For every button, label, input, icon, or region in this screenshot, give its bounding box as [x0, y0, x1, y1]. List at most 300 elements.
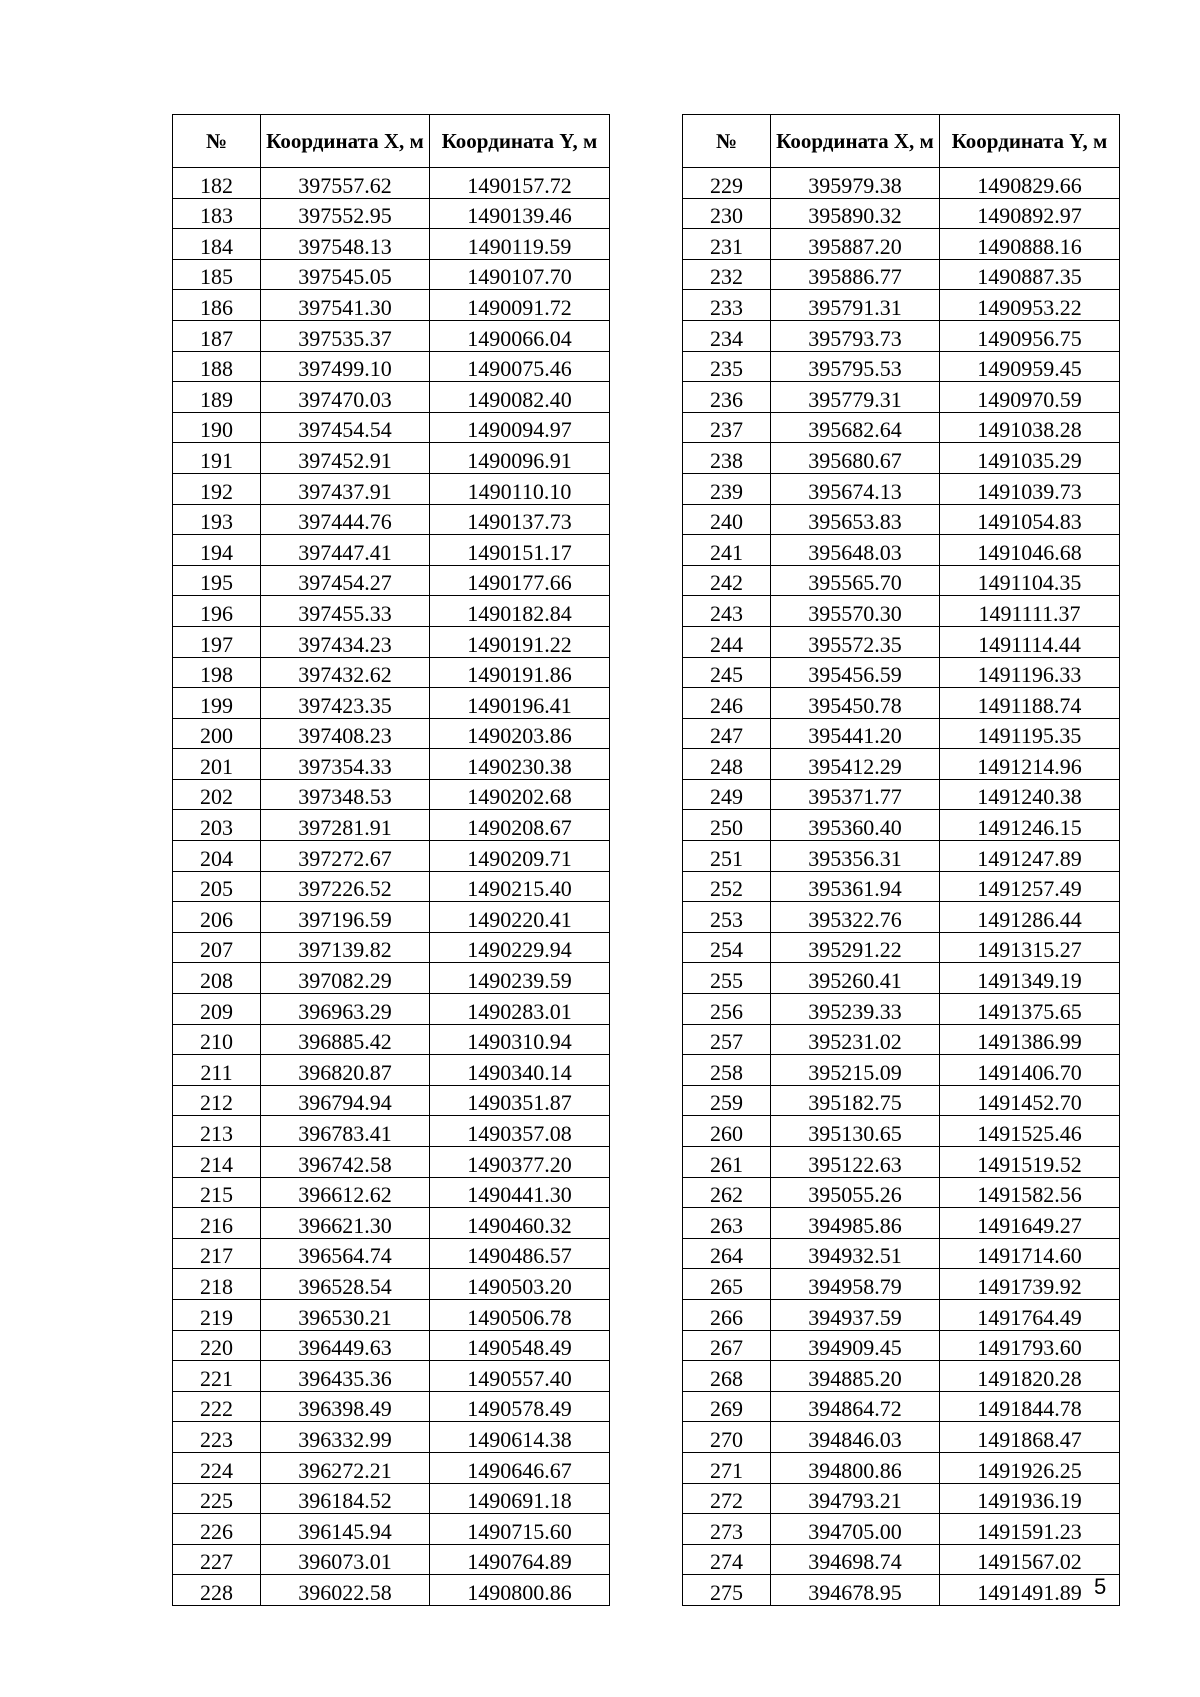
- table-row: [683, 902, 1120, 933]
- table-row: [683, 168, 1120, 199]
- table-row: [173, 1116, 610, 1147]
- cell-coordinate-y: 1491246.15: [940, 810, 1120, 841]
- cell-number: 191: [173, 443, 261, 474]
- cell-coordinate-x: 397499.10: [261, 351, 430, 382]
- cell-number: 206: [173, 902, 261, 933]
- table-body: [683, 168, 1120, 1606]
- cell-number: 199: [173, 688, 261, 719]
- cell-number: 247: [683, 718, 771, 749]
- cell-coordinate-y: 1490764.89: [430, 1544, 610, 1575]
- cell-coordinate-y: 1490829.66: [940, 168, 1120, 199]
- cell-coordinate-x: 396022.58: [261, 1575, 430, 1606]
- table-row: [683, 779, 1120, 810]
- cell-coordinate-y: 1491039.73: [940, 473, 1120, 504]
- table-row: [683, 749, 1120, 780]
- table-row: [173, 443, 610, 474]
- cell-coordinate-y: 1491739.92: [940, 1269, 1120, 1300]
- cell-coordinate-y: 1490075.46: [430, 351, 610, 382]
- cell-coordinate-y: 1491195.35: [940, 718, 1120, 749]
- cell-coordinate-x: 395979.38: [771, 168, 940, 199]
- cell-coordinate-y: 1490351.87: [430, 1085, 610, 1116]
- cell-coordinate-y: 1490691.18: [430, 1483, 610, 1514]
- table-row: [173, 473, 610, 504]
- cell-coordinate-y: 1491567.02: [940, 1544, 1120, 1575]
- cell-coordinate-x: 397444.76: [261, 504, 430, 535]
- cell-coordinate-x: 396742.58: [261, 1147, 430, 1178]
- cell-coordinate-y: 1490196.41: [430, 688, 610, 719]
- cell-number: 253: [683, 902, 771, 933]
- cell-coordinate-x: 397535.37: [261, 320, 430, 351]
- cell-coordinate-y: 1490107.70: [430, 259, 610, 290]
- cell-coordinate-x: 394846.03: [771, 1422, 940, 1453]
- cell-number: 218: [173, 1269, 261, 1300]
- page-number: 5: [1094, 1574, 1107, 1599]
- cell-coordinate-y: 1491936.19: [940, 1483, 1120, 1514]
- cell-number: 242: [683, 565, 771, 596]
- table-row: [173, 1575, 610, 1606]
- cell-coordinate-x: 394985.86: [771, 1208, 940, 1239]
- cell-coordinate-y: 1490614.38: [430, 1422, 610, 1453]
- table-row: [173, 1085, 610, 1116]
- cell-coordinate-x: 394937.59: [771, 1299, 940, 1330]
- cell-coordinate-y: 1491519.52: [940, 1147, 1120, 1178]
- cell-coordinate-y: 1491926.25: [940, 1452, 1120, 1483]
- cell-coordinate-y: 1491491.89: [940, 1575, 1120, 1606]
- table-row: [173, 1024, 610, 1055]
- table-row: [683, 1361, 1120, 1392]
- cell-coordinate-y: 1490460.32: [430, 1208, 610, 1239]
- cell-coordinate-x: 395055.26: [771, 1177, 940, 1208]
- table-row: [173, 535, 610, 566]
- cell-coordinate-x: 395371.77: [771, 779, 940, 810]
- cell-coordinate-x: 396612.62: [261, 1177, 430, 1208]
- cell-coordinate-y: 1490208.67: [430, 810, 610, 841]
- cell-coordinate-y: 1490578.49: [430, 1391, 610, 1422]
- table-row: [173, 565, 610, 596]
- cell-coordinate-x: 395886.77: [771, 259, 940, 290]
- cell-coordinate-y: 1491214.96: [940, 749, 1120, 780]
- cell-coordinate-y: 1490220.41: [430, 902, 610, 933]
- cell-coordinate-x: 396332.99: [261, 1422, 430, 1453]
- cell-number: 211: [173, 1055, 261, 1086]
- cell-coordinate-y: 1491714.60: [940, 1238, 1120, 1269]
- cell-number: 200: [173, 718, 261, 749]
- cell-coordinate-y: 1490157.72: [430, 168, 610, 199]
- cell-coordinate-y: 1490229.94: [430, 932, 610, 963]
- cell-coordinate-x: 394932.51: [771, 1238, 940, 1269]
- cell-coordinate-y: 1490203.86: [430, 718, 610, 749]
- header-coordinate-y: Координата Y, м: [430, 115, 610, 168]
- cell-coordinate-x: 395456.59: [771, 657, 940, 688]
- table-header-row: [173, 115, 610, 168]
- cell-coordinate-x: 394800.86: [771, 1452, 940, 1483]
- cell-number: 193: [173, 504, 261, 535]
- cell-number: 250: [683, 810, 771, 841]
- table-row: [683, 1575, 1120, 1606]
- cell-number: 234: [683, 320, 771, 351]
- cell-number: 186: [173, 290, 261, 321]
- cell-coordinate-y: 1490888.16: [940, 229, 1120, 260]
- table-row: [683, 841, 1120, 872]
- cell-number: 196: [173, 596, 261, 627]
- cell-coordinate-y: 1491793.60: [940, 1330, 1120, 1361]
- cell-coordinate-y: 1491111.37: [940, 596, 1120, 627]
- cell-coordinate-y: 1490959.45: [940, 351, 1120, 382]
- table-row: [683, 443, 1120, 474]
- cell-coordinate-y: 1490956.75: [940, 320, 1120, 351]
- cell-coordinate-x: 396073.01: [261, 1544, 430, 1575]
- cell-coordinate-x: 395291.22: [771, 932, 940, 963]
- table-row: [173, 168, 610, 199]
- table-row: [683, 504, 1120, 535]
- cell-coordinate-y: 1491196.33: [940, 657, 1120, 688]
- cell-number: 201: [173, 749, 261, 780]
- table-row: [683, 320, 1120, 351]
- cell-coordinate-y: 1491868.47: [940, 1422, 1120, 1453]
- cell-coordinate-y: 1490151.17: [430, 535, 610, 566]
- cell-number: 259: [683, 1085, 771, 1116]
- table-row: [173, 810, 610, 841]
- table-row: [173, 779, 610, 810]
- cell-number: 194: [173, 535, 261, 566]
- cell-coordinate-y: 1490096.91: [430, 443, 610, 474]
- cell-coordinate-x: 395682.64: [771, 412, 940, 443]
- cell-coordinate-x: 394705.00: [771, 1514, 940, 1545]
- cell-number: 257: [683, 1024, 771, 1055]
- cell-coordinate-y: 1491386.99: [940, 1024, 1120, 1055]
- cell-number: 213: [173, 1116, 261, 1147]
- cell-number: 190: [173, 412, 261, 443]
- cell-coordinate-x: 395360.40: [771, 810, 940, 841]
- cell-number: 263: [683, 1208, 771, 1239]
- cell-number: 222: [173, 1391, 261, 1422]
- table-row: [683, 535, 1120, 566]
- cell-number: 248: [683, 749, 771, 780]
- cell-coordinate-y: 1490139.46: [430, 198, 610, 229]
- table-row: [173, 412, 610, 443]
- cell-number: 273: [683, 1514, 771, 1545]
- cell-coordinate-x: 395215.09: [771, 1055, 940, 1086]
- cell-coordinate-y: 1490191.22: [430, 626, 610, 657]
- cell-number: 237: [683, 412, 771, 443]
- cell-coordinate-y: 1491315.27: [940, 932, 1120, 963]
- cell-coordinate-x: 396528.54: [261, 1269, 430, 1300]
- cell-coordinate-y: 1490377.20: [430, 1147, 610, 1178]
- cell-coordinate-y: 1490209.71: [430, 841, 610, 872]
- cell-coordinate-y: 1490082.40: [430, 382, 610, 413]
- cell-number: 254: [683, 932, 771, 963]
- cell-number: 185: [173, 259, 261, 290]
- cell-coordinate-x: 395322.76: [771, 902, 940, 933]
- cell-coordinate-y: 1490503.20: [430, 1269, 610, 1300]
- cell-number: 183: [173, 198, 261, 229]
- cell-coordinate-y: 1491286.44: [940, 902, 1120, 933]
- cell-coordinate-x: 397552.95: [261, 198, 430, 229]
- table-row: [173, 749, 610, 780]
- cell-number: 238: [683, 443, 771, 474]
- cell-number: 197: [173, 626, 261, 657]
- cell-coordinate-x: 396398.49: [261, 1391, 430, 1422]
- cell-coordinate-x: 397272.67: [261, 841, 430, 872]
- cell-coordinate-x: 397423.35: [261, 688, 430, 719]
- cell-coordinate-x: 395450.78: [771, 688, 940, 719]
- cell-coordinate-x: 395361.94: [771, 871, 940, 902]
- table-row: [683, 994, 1120, 1025]
- table-row: [683, 963, 1120, 994]
- cell-coordinate-x: 395793.73: [771, 320, 940, 351]
- cell-number: 239: [683, 473, 771, 504]
- cell-coordinate-x: 395674.13: [771, 473, 940, 504]
- table-row: [173, 871, 610, 902]
- cell-coordinate-y: 1490110.10: [430, 473, 610, 504]
- cell-coordinate-x: 395570.30: [771, 596, 940, 627]
- cell-coordinate-x: 395565.70: [771, 565, 940, 596]
- cell-coordinate-x: 395890.32: [771, 198, 940, 229]
- cell-number: 264: [683, 1238, 771, 1269]
- table-row: [683, 1391, 1120, 1422]
- cell-number: 266: [683, 1299, 771, 1330]
- coordinates-table-left: [172, 114, 610, 1606]
- table-row: [683, 657, 1120, 688]
- cell-number: 229: [683, 168, 771, 199]
- cell-coordinate-x: 397437.91: [261, 473, 430, 504]
- cell-coordinate-y: 1491591.23: [940, 1514, 1120, 1545]
- cell-coordinate-x: 394958.79: [771, 1269, 940, 1300]
- table-row: [173, 657, 610, 688]
- cell-coordinate-x: 395356.31: [771, 841, 940, 872]
- table-row: [683, 688, 1120, 719]
- cell-coordinate-y: 1490310.94: [430, 1024, 610, 1055]
- table-row: [683, 1024, 1120, 1055]
- cell-number: 231: [683, 229, 771, 260]
- cell-coordinate-y: 1491349.19: [940, 963, 1120, 994]
- cell-number: 252: [683, 871, 771, 902]
- table-row: [173, 596, 610, 627]
- cell-coordinate-x: 394864.72: [771, 1391, 940, 1422]
- cell-number: 235: [683, 351, 771, 382]
- cell-coordinate-x: 395653.83: [771, 504, 940, 535]
- cell-coordinate-y: 1491038.28: [940, 412, 1120, 443]
- cell-coordinate-y: 1490953.22: [940, 290, 1120, 321]
- table-row: [683, 412, 1120, 443]
- cell-coordinate-x: 397545.05: [261, 259, 430, 290]
- cell-number: 260: [683, 1116, 771, 1147]
- cell-coordinate-y: 1490970.59: [940, 382, 1120, 413]
- cell-coordinate-y: 1490715.60: [430, 1514, 610, 1545]
- table-row: [683, 718, 1120, 749]
- cell-coordinate-y: 1490177.66: [430, 565, 610, 596]
- header-coordinate-y: Координата Y, м: [940, 115, 1120, 168]
- cell-number: 187: [173, 320, 261, 351]
- cell-number: 224: [173, 1452, 261, 1483]
- table-row: [683, 1085, 1120, 1116]
- cell-coordinate-x: 395572.35: [771, 626, 940, 657]
- cell-coordinate-y: 1490137.73: [430, 504, 610, 535]
- cell-number: 243: [683, 596, 771, 627]
- cell-number: 216: [173, 1208, 261, 1239]
- cell-number: 233: [683, 290, 771, 321]
- cell-number: 274: [683, 1544, 771, 1575]
- cell-coordinate-x: 396272.21: [261, 1452, 430, 1483]
- cell-coordinate-x: 396435.36: [261, 1361, 430, 1392]
- table-row: [173, 902, 610, 933]
- cell-coordinate-y: 1490548.49: [430, 1330, 610, 1361]
- table-row: [683, 1208, 1120, 1239]
- cell-number: 269: [683, 1391, 771, 1422]
- cell-number: 184: [173, 229, 261, 260]
- table-row: [173, 1391, 610, 1422]
- cell-number: 246: [683, 688, 771, 719]
- cell-coordinate-x: 396885.42: [261, 1024, 430, 1055]
- table-row: [683, 382, 1120, 413]
- cell-number: 214: [173, 1147, 261, 1178]
- cell-coordinate-x: 394678.95: [771, 1575, 940, 1606]
- cell-coordinate-y: 1491046.68: [940, 535, 1120, 566]
- cell-coordinate-y: 1490066.04: [430, 320, 610, 351]
- table-row: [683, 596, 1120, 627]
- cell-number: 261: [683, 1147, 771, 1178]
- table-row: [683, 1452, 1120, 1483]
- table-row: [173, 259, 610, 290]
- cell-coordinate-y: 1491582.56: [940, 1177, 1120, 1208]
- cell-coordinate-y: 1491452.70: [940, 1085, 1120, 1116]
- cell-coordinate-y: 1490887.35: [940, 259, 1120, 290]
- table-row: [173, 1299, 610, 1330]
- cell-coordinate-y: 1490091.72: [430, 290, 610, 321]
- cell-coordinate-y: 1491844.78: [940, 1391, 1120, 1422]
- table-row: [683, 871, 1120, 902]
- cell-coordinate-y: 1491188.74: [940, 688, 1120, 719]
- cell-coordinate-x: 395791.31: [771, 290, 940, 321]
- table-row: [173, 1514, 610, 1545]
- cell-coordinate-x: 397348.53: [261, 779, 430, 810]
- cell-coordinate-y: 1490892.97: [940, 198, 1120, 229]
- cell-coordinate-x: 397470.03: [261, 382, 430, 413]
- table-row: [683, 1147, 1120, 1178]
- cell-number: 226: [173, 1514, 261, 1545]
- table-row: [173, 688, 610, 719]
- cell-coordinate-x: 395182.75: [771, 1085, 940, 1116]
- cell-number: 265: [683, 1269, 771, 1300]
- cell-coordinate-x: 396564.74: [261, 1238, 430, 1269]
- cell-number: 207: [173, 932, 261, 963]
- cell-coordinate-y: 1491104.35: [940, 565, 1120, 596]
- cell-coordinate-y: 1490557.40: [430, 1361, 610, 1392]
- table-row: [683, 1269, 1120, 1300]
- cell-number: 188: [173, 351, 261, 382]
- table-row: [173, 1452, 610, 1483]
- cell-number: 208: [173, 963, 261, 994]
- cell-number: 221: [173, 1361, 261, 1392]
- table-row: [173, 198, 610, 229]
- table-row: [683, 473, 1120, 504]
- table-row: [683, 1330, 1120, 1361]
- table-row: [683, 1514, 1120, 1545]
- cell-coordinate-x: 396794.94: [261, 1085, 430, 1116]
- table-row: [173, 932, 610, 963]
- table-row: [173, 1055, 610, 1086]
- table-row: [173, 718, 610, 749]
- cell-coordinate-y: 1491054.83: [940, 504, 1120, 535]
- cell-number: 270: [683, 1422, 771, 1453]
- cell-coordinate-y: 1490215.40: [430, 871, 610, 902]
- cell-coordinate-x: 395122.63: [771, 1147, 940, 1178]
- table-row: [683, 932, 1120, 963]
- cell-number: 271: [683, 1452, 771, 1483]
- cell-coordinate-x: 395779.31: [771, 382, 940, 413]
- cell-number: 182: [173, 168, 261, 199]
- table-row: [173, 1147, 610, 1178]
- cell-coordinate-x: 397354.33: [261, 749, 430, 780]
- cell-coordinate-y: 1490119.59: [430, 229, 610, 260]
- cell-coordinate-x: 394793.21: [771, 1483, 940, 1514]
- cell-coordinate-y: 1491649.27: [940, 1208, 1120, 1239]
- cell-number: 215: [173, 1177, 261, 1208]
- cell-coordinate-y: 1491035.29: [940, 443, 1120, 474]
- cell-number: 268: [683, 1361, 771, 1392]
- cell-number: 202: [173, 779, 261, 810]
- cell-number: 195: [173, 565, 261, 596]
- cell-coordinate-y: 1490340.14: [430, 1055, 610, 1086]
- cell-coordinate-x: 394909.45: [771, 1330, 940, 1361]
- cell-coordinate-y: 1491525.46: [940, 1116, 1120, 1147]
- cell-coordinate-y: 1491257.49: [940, 871, 1120, 902]
- cell-number: 245: [683, 657, 771, 688]
- cell-coordinate-y: 1491375.65: [940, 994, 1120, 1025]
- cell-number: 212: [173, 1085, 261, 1116]
- table-row: [173, 1544, 610, 1575]
- table-row: [683, 810, 1120, 841]
- cell-number: 189: [173, 382, 261, 413]
- cell-number: 198: [173, 657, 261, 688]
- table-row: [683, 1299, 1120, 1330]
- cell-number: 258: [683, 1055, 771, 1086]
- cell-coordinate-x: 396449.63: [261, 1330, 430, 1361]
- cell-coordinate-x: 395231.02: [771, 1024, 940, 1055]
- table-row: [683, 1544, 1120, 1575]
- cell-coordinate-x: 397455.33: [261, 596, 430, 627]
- cell-number: 205: [173, 871, 261, 902]
- cell-number: 251: [683, 841, 771, 872]
- cell-coordinate-x: 395130.65: [771, 1116, 940, 1147]
- cell-coordinate-x: 397452.91: [261, 443, 430, 474]
- header-number: №: [173, 115, 261, 168]
- cell-coordinate-y: 1491820.28: [940, 1361, 1120, 1392]
- cell-coordinate-y: 1490800.86: [430, 1575, 610, 1606]
- table-body: [173, 168, 610, 1606]
- table-row: [173, 1177, 610, 1208]
- cell-number: 275: [683, 1575, 771, 1606]
- cell-number: 267: [683, 1330, 771, 1361]
- table-row: [683, 565, 1120, 596]
- cell-number: 241: [683, 535, 771, 566]
- cell-coordinate-x: 395441.20: [771, 718, 940, 749]
- table-row: [173, 504, 610, 535]
- cell-number: 220: [173, 1330, 261, 1361]
- cell-coordinate-x: 397454.27: [261, 565, 430, 596]
- cell-coordinate-y: 1490506.78: [430, 1299, 610, 1330]
- cell-coordinate-x: 396184.52: [261, 1483, 430, 1514]
- table-row: [173, 1422, 610, 1453]
- cell-number: 228: [173, 1575, 261, 1606]
- table-row: [173, 963, 610, 994]
- cell-coordinate-y: 1490182.84: [430, 596, 610, 627]
- cell-coordinate-y: 1491764.49: [940, 1299, 1120, 1330]
- cell-number: 249: [683, 779, 771, 810]
- coordinates-table-right: [682, 114, 1120, 1606]
- table-header-row: [683, 115, 1120, 168]
- cell-coordinate-x: 397557.62: [261, 168, 430, 199]
